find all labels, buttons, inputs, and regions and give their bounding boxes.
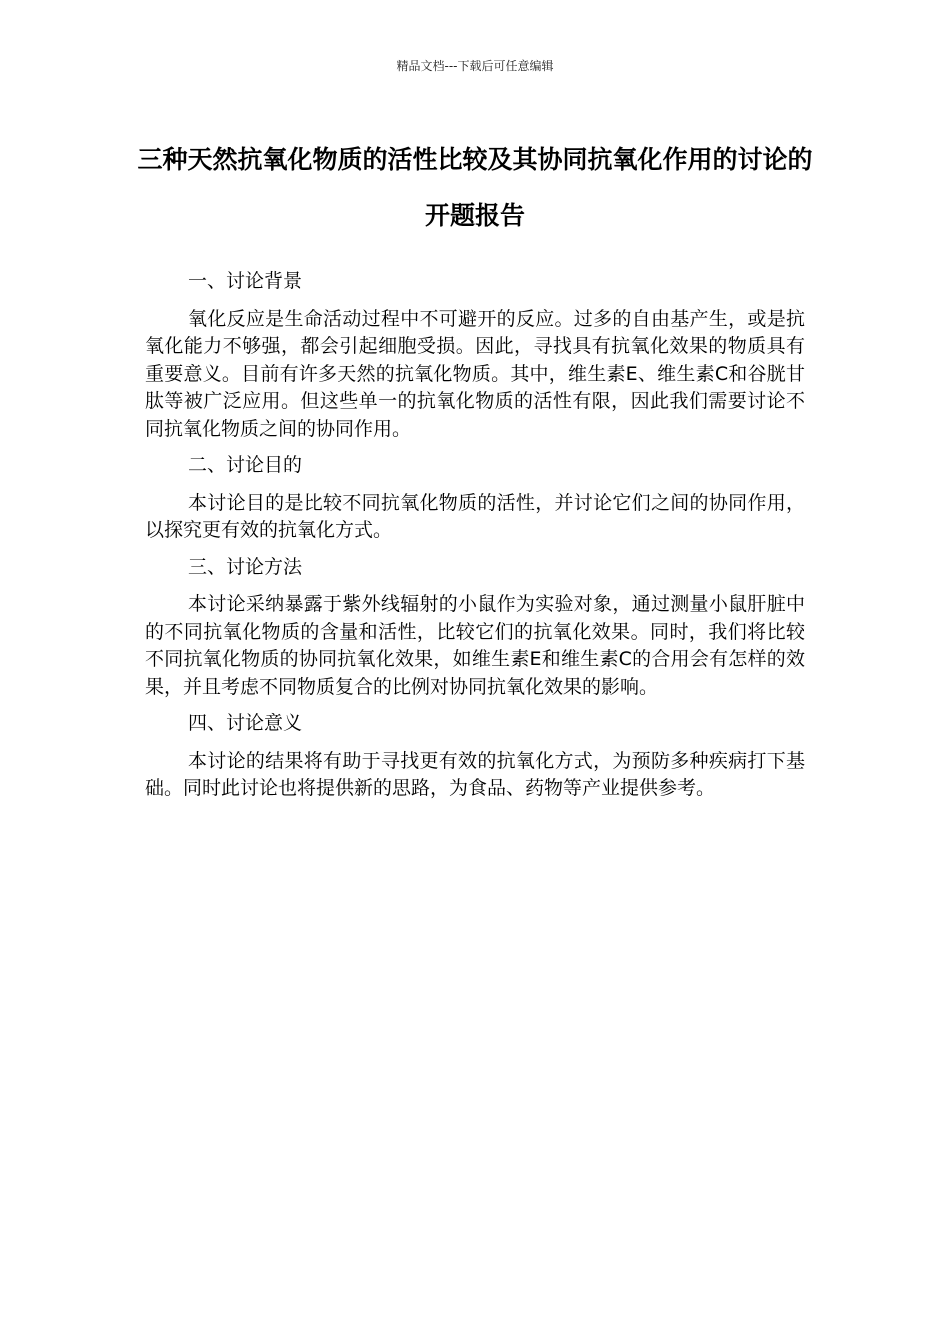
section-text-significance: 本讨论的结果将有助于寻找更有效的抗氧化方式，为预防多种疾病打下基础。同时此讨论也将提供新的思路，为食品、药物等产业提供参考。 — [145, 749, 805, 799]
section-text-background: 氧化反应是生命活动过程中不可避开的反应。过多的自由基产生，或是抗氧化能力不够强，都会引起细胞受损。因此，寻找具有抗氧化效果的物质具有重要意义。目前有许多天然的抗氧化物质。其中，维生素E、维生素C和谷胱甘肽等被广泛应用。但这些单一的抗氧化物质的活性有限，因此我们需要讨论不同抗氧化物质之间的协同作用。 — [145, 307, 805, 440]
section-heading-significance: 四、讨论意义 — [188, 712, 303, 734]
section-heading-method: 三、讨论方法 — [188, 555, 303, 578]
section-heading-background: 一、讨论背景 — [188, 270, 303, 292]
section-text-purpose: 本讨论目的是比较不同抗氧化物质的活性，并讨论它们之间的协同作用，以探究更有效的抗氧化方式。 — [145, 491, 805, 541]
section-heading-purpose: 二、讨论目的 — [188, 454, 303, 476]
header-note: 精品文档---下载后可任意编辑 — [396, 59, 554, 73]
document-title: 三种天然抗氧化物质的活性比较及其协同抗氧化作用的讨论的开题报告 — [137, 145, 813, 230]
section-text-method: 本讨论采纳暴露于紫外线辐射的小鼠作为实验对象，通过测量小鼠肝脏中的不同抗氧化物质的含量和活性，比较它们的抗氧化效果。同时，我们将比较不同抗氧化物质的协同抗氧化效果，如维生素E和维生素C的合用会有怎样的效果，并且考虑不同物质复合的比例对协同抗氧化效果的影响。 — [145, 593, 805, 698]
document-body — [145, 268, 805, 812]
